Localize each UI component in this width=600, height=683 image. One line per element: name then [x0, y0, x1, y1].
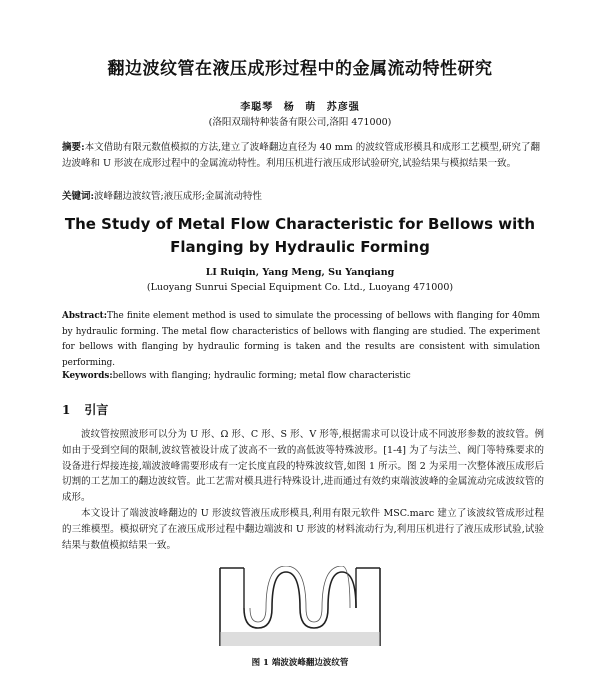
- abstract-cn: [62, 140, 540, 171]
- section-number: 1: [62, 403, 71, 417]
- keywords-en: [62, 371, 540, 381]
- keywords-en-text: bellows with flanging; hydraulic forming; metal flow characteristic: [112, 371, 411, 381]
- affiliation-cn: (洛阳双瑞特种装备有限公司,洛阳 471000): [208, 117, 392, 128]
- keywords-cn-text: 波峰翻边波纹管;液压成形;金属流动特性: [94, 191, 262, 202]
- authors-en: LI Ruiqin, Yang Meng, Su Yanqiang: [205, 267, 395, 278]
- abstract-cn-text: 本文借助有限元数值模拟的方法,建立了波峰翻边直径为 40 mm 的波纹管成形模具和成形工艺模型,研究了翻边波峰和 U 形波在成形过程中的金属流动特性。利用压机进行液压成形试验研究,试验结果与模拟结果一致。: [62, 142, 540, 169]
- body-text: [62, 427, 544, 553]
- section-heading-intro: [62, 401, 122, 418]
- keywords-en-label: Keywords:: [62, 371, 113, 381]
- keywords-cn-label: 关键词:: [62, 191, 95, 202]
- figure-bellows: [214, 566, 386, 652]
- affiliation-en: (Luoyang Sunrui Special Equipment Co. Ltd., Luoyang 471000): [146, 282, 454, 293]
- paper-title-en: The Study of Metal Flow Characteristic for Bellows with Flanging by Hydraulic Forming: [64, 215, 536, 256]
- bellows-drawing: [214, 566, 386, 648]
- body-paragraph: 波纹管按照波形可以分为 U 形、Ω 形、C 形、S 形、V 形等,根据需求可以设计成不同波形参数的波纹管。例如由于受到空间的限制,波纹管被设计成了波高不一致的高低波等特殊波形。[1-4] 为了与法兰、阀门等特殊要求的设备进行焊接连接,端波波峰需要形成有一定长度直段的特殊波纹管,如图 1 所示。图 2 为采用一次整体液压成形后切割的工艺加工的翻边波纹管。此工艺需对模具进行特殊设计,进而通过有效约束端波波峰的金属流动完成波纹管的成形。: [62, 429, 544, 504]
- abstract-en-label: Abstract:: [62, 311, 107, 321]
- section-title: 引言: [84, 403, 109, 417]
- keywords-cn: [62, 188, 540, 202]
- authors-cn: 李聪琴 杨 萌 苏彦强: [240, 102, 360, 113]
- abstract-cn-label: 摘要:: [62, 142, 85, 153]
- paper-title-cn: 翻边波纹管在液压成形过程中的金属流动特性研究: [107, 59, 493, 79]
- abstract-en-text: The finite element method is used to simulate the processing of bellows with flanging for 40mm by hydraulic forming. The metal flow characteristics of bellows with flanging are studied. The experiment for bellows with flanging by hydraulic forming is taken and the results are consistent with simulation performing.: [62, 311, 540, 368]
- abstract-en: [62, 309, 540, 371]
- body-paragraph: 本文设计了端波波峰翻边的 U 形波纹管液压成形模具,利用有限元软件 MSC.marc 建立了该波纹管成形过程的三维模型。模拟研究了在液压成形过程中翻边端波和 U 形波的材料流动行为,利用压机进行了液压成形试验,试验结果与数值模拟结果一致。: [62, 507, 544, 551]
- figure-caption: 图 1 端波波峰翻边波纹管: [251, 658, 349, 668]
